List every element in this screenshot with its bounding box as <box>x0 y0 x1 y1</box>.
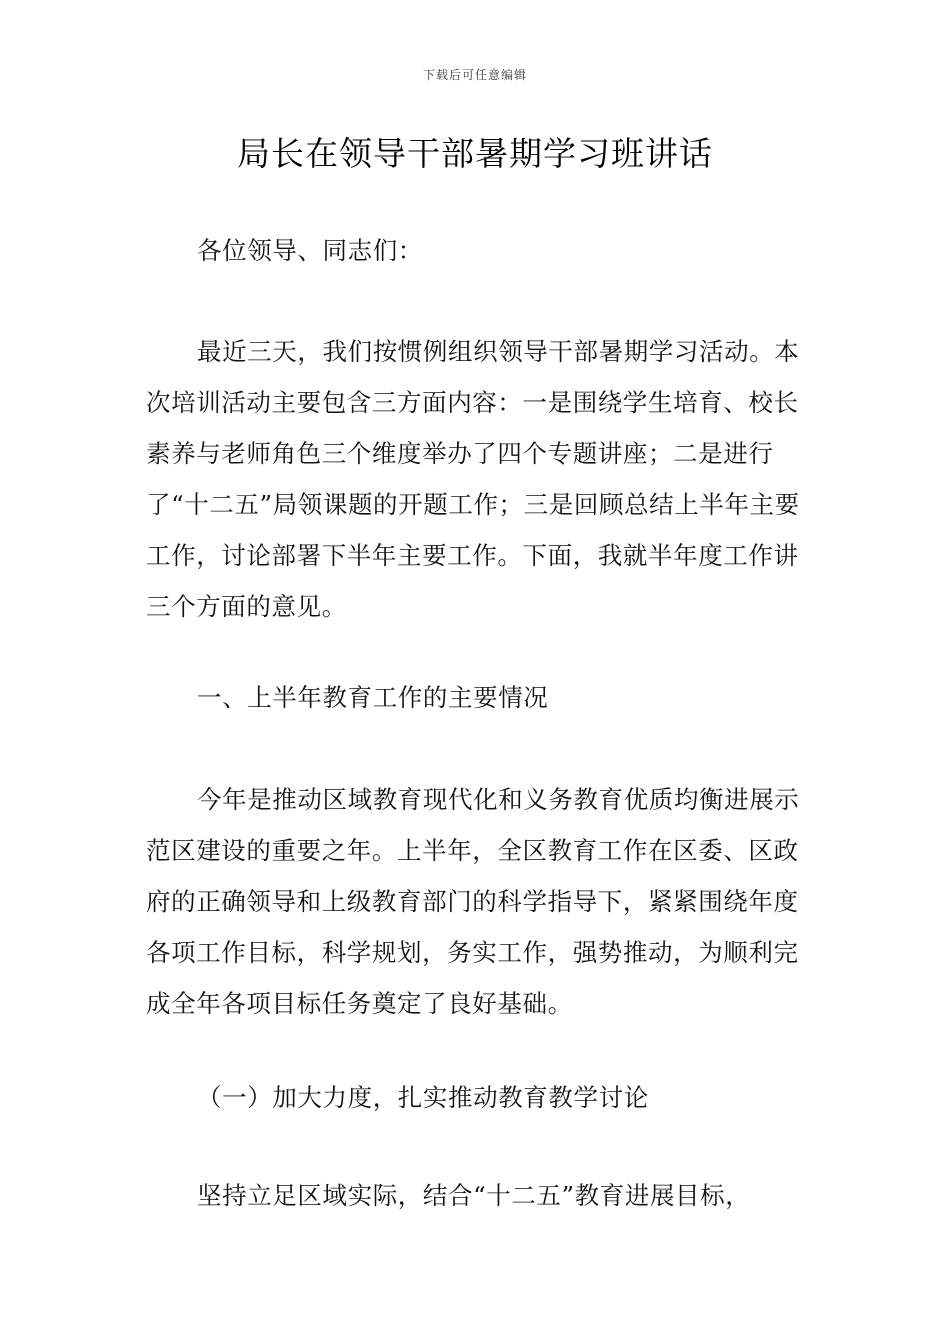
document-title: 局长在领导干部暑期学习班讲话 <box>237 134 713 173</box>
header-note: 下载后可任意编辑 <box>422 68 527 82</box>
section-1-paragraph: 今年是推动区域教育现代化和义务教育优质均衡进展示范区建设的重要之年。上半年，全区教育工作在区委、区政府的正确领导和上级教育部门的科学指导下，紧紧围绕年度各项工作目标，科学规划，务实工作，强势推动，为顺利完成全年各项目标任务奠定了良好基础。 <box>146 785 800 1018</box>
section-heading-1: 一、上半年教育工作的主要情况 <box>197 683 549 712</box>
subsection-heading-1: （一）加大力度，扎实推动教育教学讨论 <box>197 1083 649 1112</box>
salutation-paragraph: 各位领导、同志们： <box>197 236 423 265</box>
subsection-1-paragraph: 坚持立足区域实际，结合“十二五”教育进展目标， <box>197 1181 751 1210</box>
intro-paragraph: 最近三天，我们按惯例组织领导干部暑期学习活动。本次培训活动主要包含三方面内容：一是围绕学生培育、校长素养与老师角色三个维度举办了四个专题讲座；二是进行了“十二五”局领课题的开题工作；三是回顾总结上半年主要工作，讨论部署下半年主要工作。下面，我就半年度工作讲三个方面的意见。 <box>146 337 800 621</box>
